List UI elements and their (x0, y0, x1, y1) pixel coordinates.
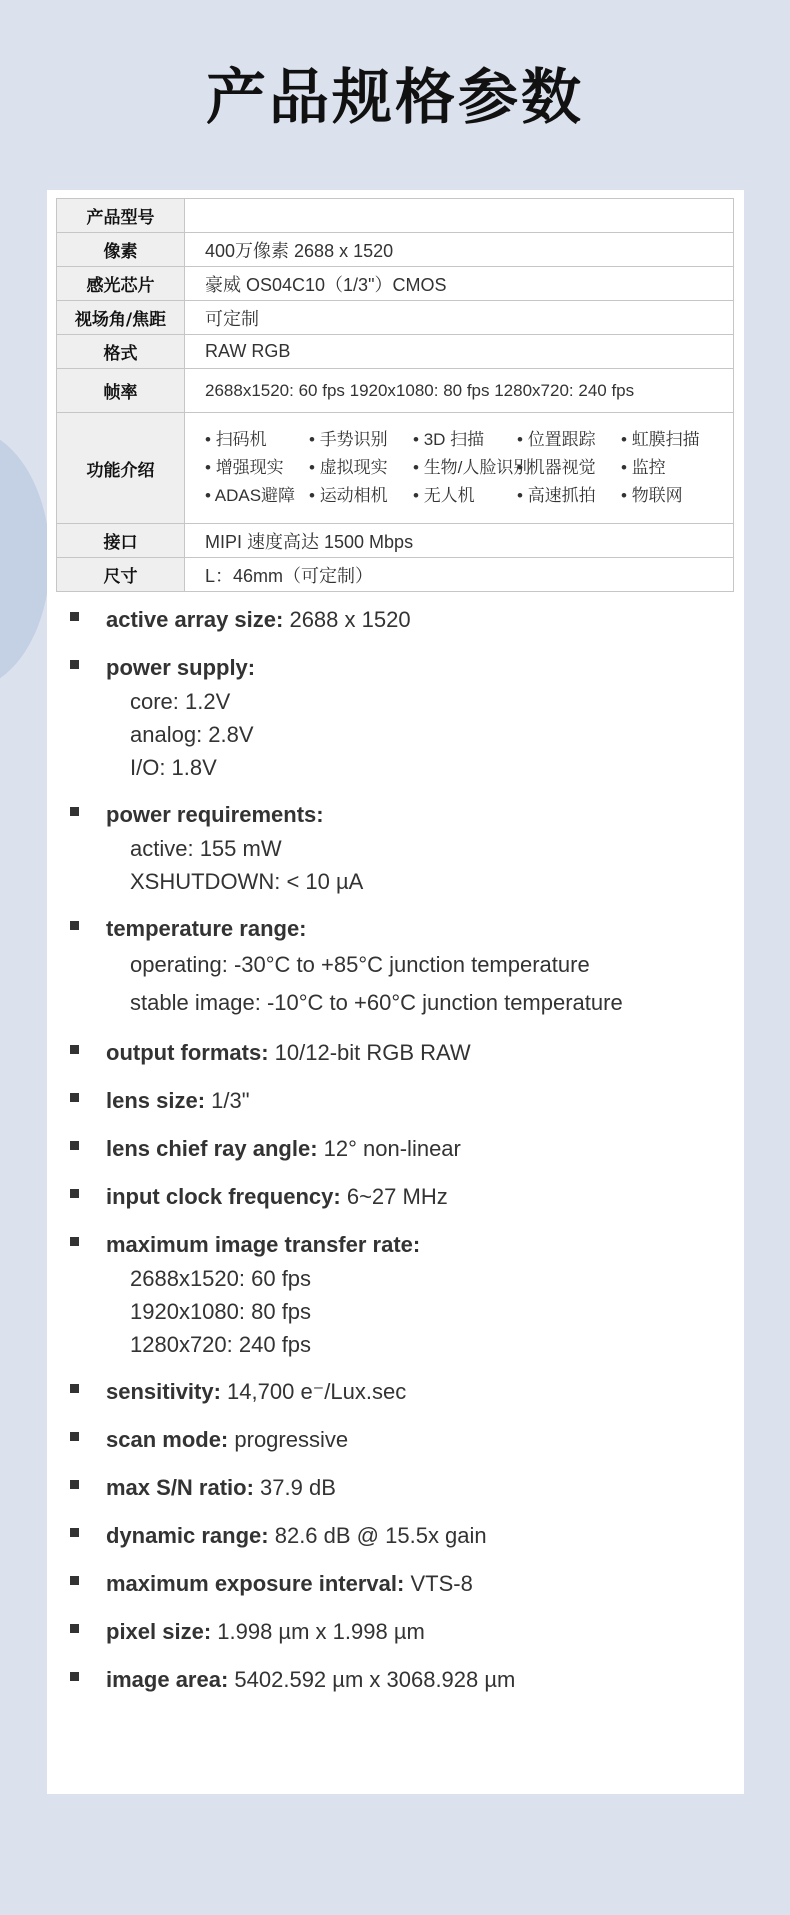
spec-key: max S/N ratio: (106, 1475, 254, 1500)
pixels-value: 400万像素 2688 x 1520 (185, 233, 734, 267)
spec-subline: analog: 2.8V (130, 722, 254, 747)
feature-item: • 物联网 (621, 482, 725, 510)
spec-item-active-array (58, 602, 678, 637)
spec-key: sensitivity: (106, 1379, 221, 1404)
bullet-icon (70, 1384, 79, 1393)
spec-subline: I/O: 1.8V (130, 755, 217, 780)
features-label: 功能介绍 (57, 413, 185, 524)
spec-key: lens size: (106, 1088, 206, 1113)
spec-item-sensitivity (58, 1374, 678, 1409)
background-decoration (0, 428, 50, 690)
spec-key: power requirements: (106, 802, 324, 827)
fov-label: 视场角/焦距 (57, 301, 185, 335)
spec-value: 1.998 µm x 1.998 µm (211, 1619, 425, 1644)
spec-value: 37.9 dB (253, 1475, 336, 1500)
spec-value: 5402.592 µm x 3068.928 µm (228, 1667, 516, 1692)
spec-subline: 1280x720: 240 fps (130, 1332, 312, 1357)
spec-key: pixel size: (106, 1619, 212, 1644)
bullet-icon (70, 807, 79, 816)
table-row (57, 301, 734, 335)
pixels-label: 像素 (57, 233, 185, 267)
feature-item: • 机器视觉 (517, 454, 621, 482)
feature-item: • 无人机 (413, 482, 517, 510)
bullet-icon (70, 1093, 79, 1102)
spec-key: power supply: (106, 655, 256, 680)
table-row (57, 267, 734, 301)
model-value (185, 199, 734, 233)
spec-value: 14,700 e⁻/Lux.sec (220, 1379, 407, 1404)
spec-item-max-transfer-rate (58, 1227, 678, 1361)
spec-item-output-formats (58, 1035, 678, 1070)
spec-item-scan-mode (58, 1422, 678, 1457)
bullet-icon (70, 660, 79, 669)
spec-key: output formats: (106, 1040, 269, 1065)
spec-key: image area: (106, 1667, 229, 1692)
table-row (57, 524, 734, 558)
feature-item: • 运动相机 (309, 482, 413, 510)
sensor-label: 感光芯片 (57, 267, 185, 301)
spec-item-lens-size (58, 1083, 678, 1118)
spec-key: lens chief ray angle: (106, 1136, 318, 1161)
table-row (57, 233, 734, 267)
spec-item-pixel-size (58, 1614, 678, 1649)
spec-key: input clock frequency: (106, 1184, 341, 1209)
spec-subline: 2688x1520: 60 fps (130, 1266, 312, 1291)
spec-item-temperature-range (58, 911, 678, 1022)
spec-item-power-supply (58, 650, 678, 784)
spec-subline: XSHUTDOWN: < 10 µA (130, 869, 364, 894)
bullet-icon (70, 1045, 79, 1054)
spec-key: scan mode: (106, 1427, 229, 1452)
spec-key: maximum image transfer rate: (106, 1232, 421, 1257)
spec-key: active array size: (106, 607, 284, 632)
feature-item: • 虚拟现实 (309, 454, 413, 482)
features-list (205, 426, 725, 510)
spec-value: 10/12-bit RGB RAW (268, 1040, 471, 1065)
bullet-icon (70, 1237, 79, 1246)
spec-subline: operating: -30°C to +85°C junction temperature (130, 952, 590, 977)
table-row (57, 335, 734, 369)
bullet-icon (70, 921, 79, 930)
table-row (57, 413, 734, 524)
feature-item: • 生物/人脸识别 (413, 454, 517, 482)
bullet-icon (70, 1141, 79, 1150)
features-cell (185, 413, 734, 524)
fps-label: 帧率 (57, 369, 185, 413)
feature-item: • 位置跟踪 (517, 426, 621, 454)
size-value: L：46mm（可定制） (185, 558, 734, 592)
table-row (57, 369, 734, 413)
spec-item-sn-ratio (58, 1470, 678, 1505)
bullet-icon (70, 1624, 79, 1633)
table-row (57, 558, 734, 592)
feature-item: • 扫码机 (205, 426, 309, 454)
feature-item: • 手势识别 (309, 426, 413, 454)
feature-item: • ADAS避障 (205, 482, 309, 510)
spec-item-power-requirements (58, 797, 678, 898)
spec-item-input-clock (58, 1179, 678, 1214)
feature-item: • 监控 (621, 454, 725, 482)
spec-item-chief-ray-angle (58, 1131, 678, 1166)
model-label: 产品型号 (57, 199, 185, 233)
spec-table (56, 198, 734, 592)
spec-key: dynamic range: (106, 1523, 269, 1548)
feature-item: • 3D 扫描 (413, 426, 517, 454)
sensor-value: 豪威 OS04C10（1/3"）CMOS (185, 267, 734, 301)
interface-label: 接口 (57, 524, 185, 558)
feature-item: • 增强现实 (205, 454, 309, 482)
fov-value: 可定制 (185, 301, 734, 335)
bullet-icon (70, 1189, 79, 1198)
spec-item-exposure-interval (58, 1566, 678, 1601)
spec-value: progressive (228, 1427, 349, 1452)
spec-value: 2688 x 1520 (283, 607, 411, 632)
interface-value: MIPI 速度高达 1500 Mbps (185, 524, 734, 558)
size-label: 尺寸 (57, 558, 185, 592)
spec-key: temperature range: (106, 916, 307, 941)
spec-list (58, 602, 678, 1710)
spec-subline: active: 155 mW (130, 836, 282, 861)
spec-item-image-area (58, 1662, 678, 1697)
bullet-icon (70, 612, 79, 621)
spec-value: 1/3" (205, 1088, 250, 1113)
bullet-icon (70, 1576, 79, 1585)
table-row (57, 199, 734, 233)
spec-item-dynamic-range (58, 1518, 678, 1553)
spec-subline: stable image: -10°C to +60°C junction temperature (130, 990, 623, 1015)
page-title: 产品规格参数 (206, 63, 584, 133)
format-value: RAW RGB (185, 335, 734, 369)
feature-item: • 虹膜扫描 (621, 426, 725, 454)
spec-value: 6~27 MHz (340, 1184, 448, 1209)
bullet-icon (70, 1432, 79, 1441)
spec-value: 82.6 dB @ 15.5x gain (268, 1523, 487, 1548)
spec-subline: core: 1.2V (130, 689, 231, 714)
bullet-icon (70, 1672, 79, 1681)
spec-subline: 1920x1080: 80 fps (130, 1299, 312, 1324)
spec-key: maximum exposure interval: (106, 1571, 405, 1596)
fps-value: 2688x1520: 60 fps 1920x1080: 80 fps 1280x720: 240 fps (185, 369, 734, 413)
spec-value: VTS-8 (404, 1571, 473, 1596)
format-label: 格式 (57, 335, 185, 369)
bullet-icon (70, 1528, 79, 1537)
bullet-icon (70, 1480, 79, 1489)
spec-value: 12° non-linear (317, 1136, 461, 1161)
feature-item: • 高速抓拍 (517, 482, 621, 510)
